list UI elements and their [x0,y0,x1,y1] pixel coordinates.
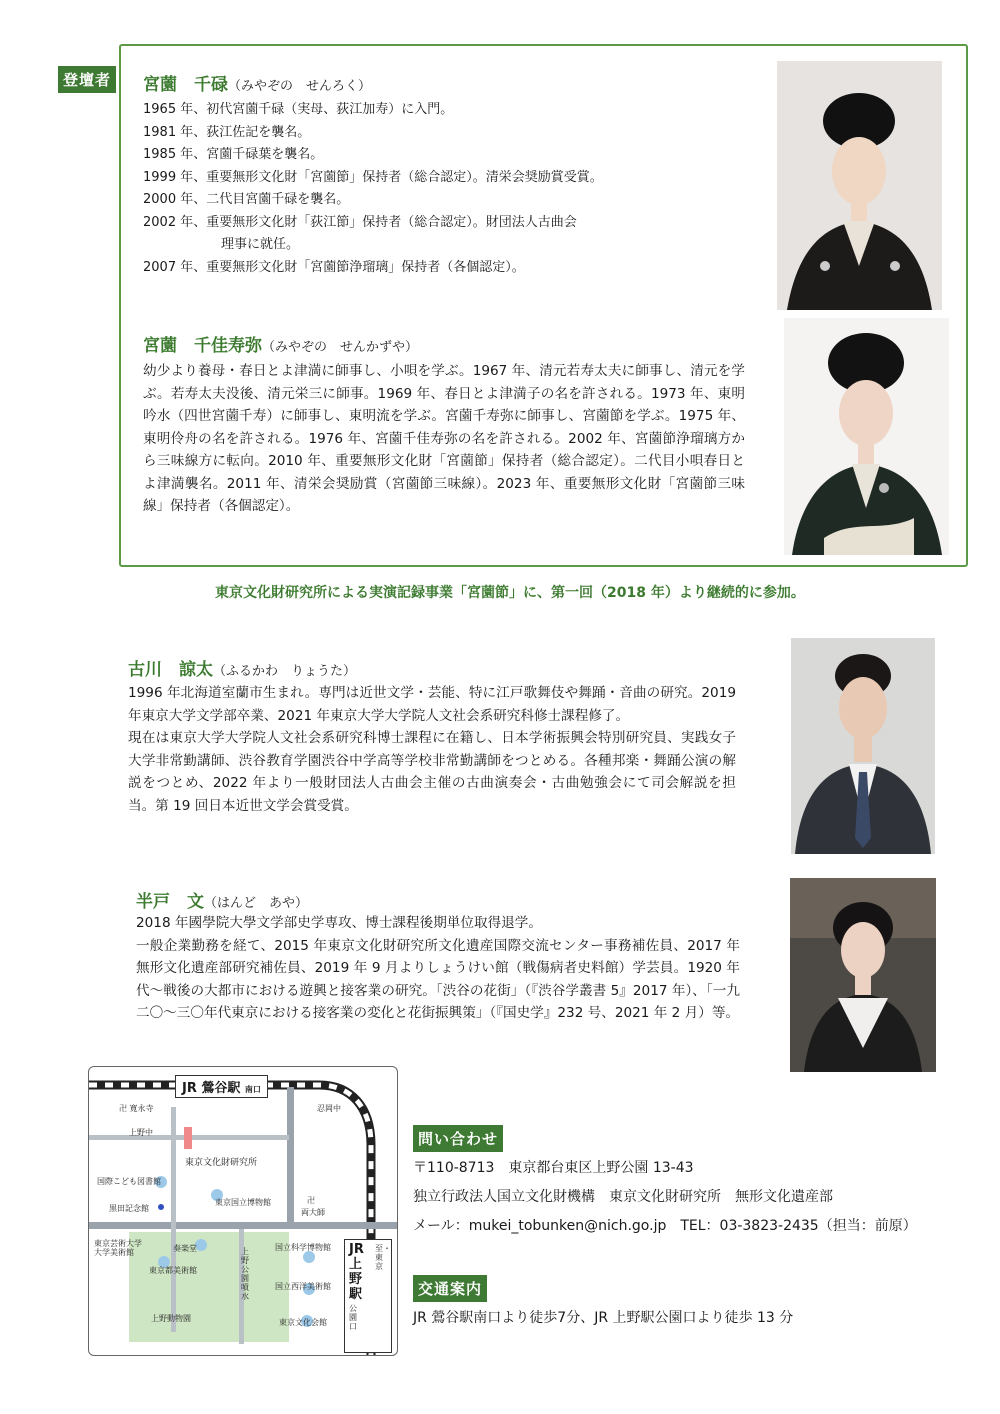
map-kaneiji: 卍 寛永寺 [119,1104,154,1113]
map-kuroda: 黒田記念館 [109,1204,149,1213]
participation-note: 東京文化財研究所による実演記録事業「宮薗節」に、第一回（2018 年）より継続的に参加。 [215,585,805,601]
performer1-bio [143,99,603,279]
map-ninobu: 忍岡中 [317,1104,341,1113]
bio-line: 2007 年、重要無形文化財「宮薗節浄瑠璃」保持者（各個認定）。 [143,259,525,275]
speaker1-bio [128,682,736,817]
contact-address: 〒110-8713 東京都台東区上野公園 13-43 [413,1160,694,1176]
performer1-reading: （みやぞの せんろく） [228,79,372,94]
performer1-name: 宮薗 千碌 [143,75,228,95]
speaker2-reading: （はんど あや） [204,896,309,911]
speaker2-bio-para2: 一般企業勤務を経て、2015 年東京文化財研究所文化遺産国際交流センター事務補佐員、2017 年無形文化遺産部研究補佐員、2019 年 9 月よりしょうけい館（戦傷病者史料館）学芸員。1920 年代～戦後の大都市における遊興と接客業の研究。「渋谷の花街」（『渋谷学叢書 5』2017 年）、「一九二〇～三〇年代東京における接客業の変化と花街振興策」（『国史学』232 号、2021 年 2 月）等。 [136,937,740,1021]
map-to-tokyo: 至・東京 [375,1244,391,1271]
bio-line: 1981 年、荻江佐記を襲名。 [143,124,311,140]
map-metro-art: 東京都美術館 [149,1266,197,1275]
map-park-exit: 公園口 [349,1304,357,1331]
bio-line: 1965 年、初代宮薗千碌（実母、荻江加寿）に入門。 [143,102,454,117]
speaker2-photo [790,878,936,1072]
map-jr-ueno-box [344,1239,392,1353]
map-station-name: JR 鶯谷駅 [182,1081,241,1096]
speaker1-bio-para2: 現在は東京大学大学院人文社会系研究科博士課程に在籍し、日本学術振興会特別研究員、実践女子大学非常勤講師、渋谷教育学園渋谷中学高等学校非常勤講師をつとめる。各種邦楽・舞踊公演の解説をつとめ、2022 年より一般財団法人古曲会主催の古曲演奏会・古曲勉強会にて司会解説を担当。第 19 回日本近世文学会賞受賞。 [128,730,736,814]
speaker1-photo [791,638,935,854]
map-national-museum: 東京国立博物館 [215,1198,271,1207]
map-zoo: 上野動物園 [151,1314,191,1323]
access-tag: 交通案内 [413,1275,487,1302]
map-western-art: 国立西洋美術館 [275,1282,331,1291]
speaker2-bio-para1: 2018 年國學院大學文学部史学専攻、博士課程後期単位取得退学。 [136,915,542,931]
bio-line: 理事に就任。 [221,237,300,252]
access-text: JR 鶯谷駅南口より徒歩7分、JR 上野駅公園口より徒歩 13 分 [413,1310,794,1326]
speaker2-heading [136,887,308,912]
map-geidai: 東京芸術大学 大学美術館 [94,1239,142,1257]
map-science: 国立科学博物館 [275,1243,331,1252]
speaker1-reading: （ふるかわ りょうた） [213,664,357,679]
speaker1-heading [128,655,356,680]
contact-mail[interactable]: メール：mukei_tobunken@nich.go.jp TEL：03-3823-2435（担当：前原） [413,1218,917,1234]
map-bunka-kaikan: 東京文化会館 [279,1318,327,1327]
map-manji: 卍 [307,1196,315,1205]
performer1-photo [777,61,942,310]
performer2-name: 宮薗 千佳寿弥 [143,336,262,356]
map-sogakudo: 奏楽堂 [173,1244,197,1253]
contact-tag: 問い合わせ [413,1125,503,1152]
map-jr-ueno: JR上野駅 [349,1242,364,1302]
bio-line: 1985 年、宮薗千碌葉を襲名。 [143,147,324,162]
performer2-reading: （みやぞの せんかずや） [262,340,419,355]
map-jr-uguisudani [175,1075,268,1098]
map-ryodaishi: 両大師 [301,1208,325,1217]
performer2-photo [784,318,949,555]
bio-line: 2000 年、二代目宮薗千碌を襲名。 [143,192,350,207]
performer2-heading [143,331,418,356]
performer2-bio: 幼少より養母・春日とよ津満に師事し、小唄を学ぶ。1967 年、清元若寿太夫に師事し、清元を学ぶ。若寿太夫没後、清元栄三に師事。1969 年、春日とよ津満子の名を許される。1973 年、東明吟水（四世宮薗千寿）に師事し、東明流を学ぶ。宮薗千寿弥に師事し、宮薗節を学ぶ。1975 年、東明伶舟の名を許される。1976 年、宮薗千佳寿弥の名を許される。2002 年、宮薗節浄瑠璃方から三味線方に転向。2010 年、重要無形文化財「宮薗節」保持者（総合認定）。二代目小唄春日とよ津満襲名。2011 年、清栄会奨励賞（宮薗節三味線）。2023 年、重要無形文化財「宮薗節三味線」保持者（各個認定）。 [143,363,745,514]
speaker2-name: 半戸 文 [136,892,204,912]
speaker1-name: 古川 諒太 [128,660,213,680]
access-map [88,1066,398,1356]
speaker1-bio-para1: 1996 年北海道室蘭市生まれ。専門は近世文学・芸能、特に江戸歌舞伎や舞踊・音曲の研究。2019 年東京大学文学部卒業、2021 年東京大学大学院人文社会系研究科修士課程修了。 [128,685,736,724]
map-uenochu: 上野中 [129,1128,153,1137]
map-park-fountain: 上野公園噴水 [241,1247,249,1301]
bio-line: 2002 年、重要無形文化財「荻江節」保持者（総合認定）。財団法人古曲会 [143,214,577,230]
performers-tag: 登壇者 [58,66,116,93]
speaker2-bio [136,912,740,1025]
map-tobunken: 東京文化財研究所 [185,1158,258,1168]
map-south-exit: 南口 [244,1085,261,1094]
map-kodomo-lib: 国際こども図書館 [97,1177,161,1186]
contact-org: 独立行政法人国立文化財機構 東京文化財研究所 無形文化遺産部 [413,1189,833,1205]
performer1-heading [143,70,371,95]
bio-line: 1999 年、重要無形文化財「宮薗節」保持者（総合認定）。清栄会奨励賞受賞。 [143,169,603,185]
